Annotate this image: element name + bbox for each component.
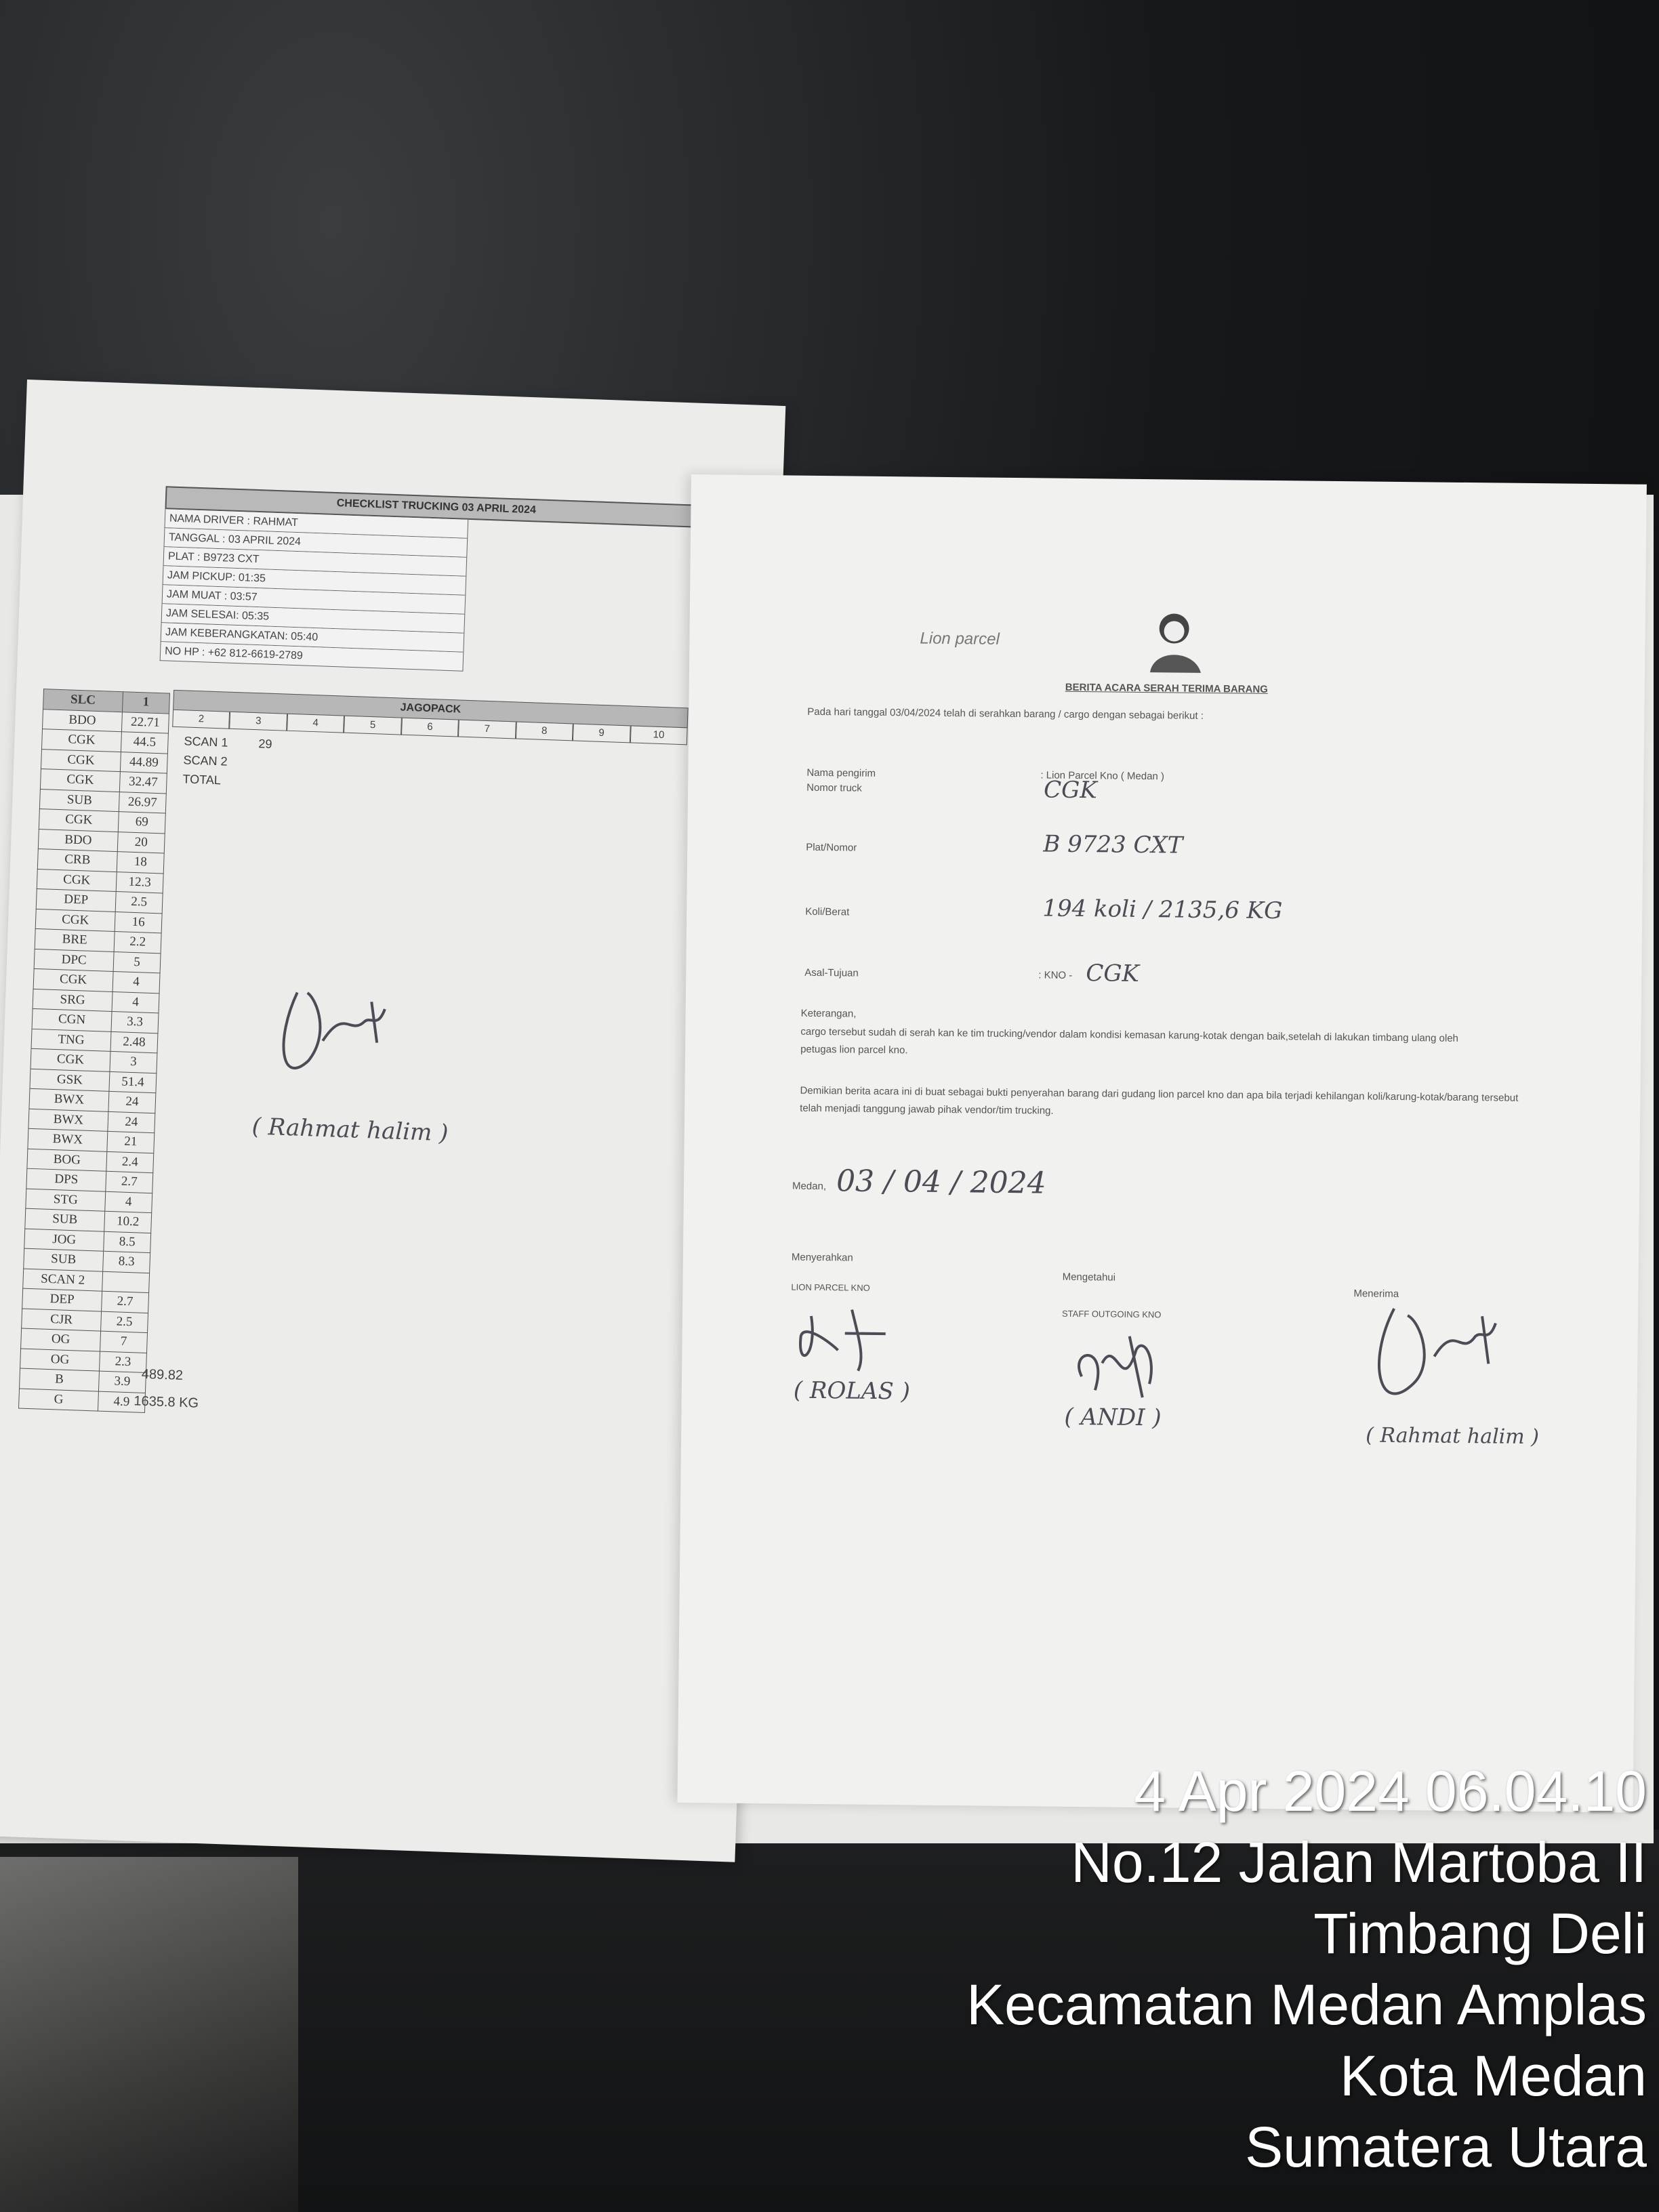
destination-code: BDO xyxy=(38,829,118,852)
document-title: BERITA ACARA SERAH TERIMA BARANG xyxy=(1065,681,1268,695)
jagopack-number: 6 xyxy=(401,718,459,737)
jagopack-number: 10 xyxy=(630,726,687,745)
destination-code: SCAN 2 xyxy=(23,1269,103,1292)
signer-name-rahmat: ( Rahmat halim ) xyxy=(1366,1423,1540,1450)
role-menerima: Menerima xyxy=(1353,1288,1399,1300)
weight-value: 10.2 xyxy=(104,1211,152,1233)
destination-code: BWX xyxy=(28,1109,108,1132)
driver-sign-name: ( Rahmat halim ) xyxy=(251,1113,449,1147)
stamp-area: Timbang Deli xyxy=(1313,1902,1647,1965)
jagopack-table xyxy=(172,690,688,745)
checklist-row: JAM PICKUP: 01:35 xyxy=(163,566,467,596)
weight-value: 8.5 xyxy=(104,1231,151,1253)
jagopack-number: 3 xyxy=(230,712,287,731)
total-sum: 489.82 xyxy=(141,1366,184,1383)
role-mengetahui: Mengetahui xyxy=(1062,1271,1116,1284)
stamp-street: No.12 Jalan Martoba II xyxy=(1071,1830,1647,1894)
jagopack-title: JAGOPACK xyxy=(173,690,689,729)
weight-value: 2.7 xyxy=(102,1291,149,1313)
checklist-row: JAM MUAT : 03:57 xyxy=(162,585,466,615)
weight-value: 2.48 xyxy=(110,1031,158,1053)
weight-value: 4 xyxy=(112,971,160,993)
stamp-datetime: 4 Apr 2024 06.04.10 xyxy=(1134,1759,1647,1823)
field-value-dest: CGK xyxy=(1086,960,1140,987)
weight-value: 4 xyxy=(112,991,159,1013)
field-label-asal: Asal-Tujuan xyxy=(804,966,859,979)
jagopack-number: 5 xyxy=(344,716,401,735)
weight-value: 26.97 xyxy=(119,792,166,813)
place-label: Medan, xyxy=(792,1180,827,1193)
weight-value: 2.7 xyxy=(106,1171,153,1193)
weight-value: 24 xyxy=(108,1111,155,1133)
destination-code: SUB xyxy=(39,789,119,812)
destination-code: CGK xyxy=(33,968,113,991)
destination-code: CJR xyxy=(22,1309,102,1332)
stamp-province: Sumatera Utara xyxy=(1245,2115,1647,2179)
jagopack-number: 9 xyxy=(573,724,630,743)
checklist-row: TANGGAL : 03 APRIL 2024 xyxy=(163,528,468,558)
table-row xyxy=(19,1389,146,1413)
scan1-value: 29 xyxy=(258,737,272,751)
destination-code: SRG xyxy=(33,989,112,1012)
scan1-label: SCAN 1 xyxy=(184,734,228,750)
org-lion-parcel: LION PARCEL KNO xyxy=(791,1282,870,1293)
destination-code: BOG xyxy=(27,1149,107,1172)
destination-code: OG xyxy=(21,1328,101,1351)
lion-parcel-logo: Lion parcel xyxy=(920,629,1000,649)
field-value-koli: 194 koli / 2135,6 KG xyxy=(1042,895,1283,925)
destination-code: CRB xyxy=(37,848,117,872)
destination-code: OG xyxy=(20,1349,100,1372)
weight-value: 44.89 xyxy=(120,752,167,773)
closing-text: Demikian berita acara ini di buat sebagai bukti penyerahan barang dari gudang lion parcel kno dan apa bila terjadi kehilangan koli/karung-kotak/barang tersebut telah menjadi tanggung jawab pihak vendor/tim trucking. xyxy=(800,1084,1519,1117)
checklist-row: PLAT : B9723 CXT xyxy=(163,547,468,577)
keterangan-text: cargo tersebut sudah di serah kan ke tim trucking/vendor dalam kondisi kemasan karung-kotak dengan baik,setelah di lakukan timbang ulang oleh petugas lion parcel kno. xyxy=(800,1025,1459,1057)
weight-value: 21 xyxy=(107,1131,155,1153)
destination-code: BWX xyxy=(29,1088,109,1111)
signer-name-rolas: ( ROLAS ) xyxy=(793,1376,911,1406)
checklist-row: JAM SELESAI: 05:35 xyxy=(161,604,466,634)
total-weight: 1635.8 KG xyxy=(134,1393,199,1411)
weight-value: 24 xyxy=(108,1091,156,1113)
destination-code: CGK xyxy=(41,729,121,752)
checklist-title: CHECKLIST TRUCKING 03 APRIL 2024 xyxy=(165,486,708,528)
header-slc: SLC xyxy=(43,689,123,712)
destination-code: DPS xyxy=(26,1168,106,1191)
destination-code: STG xyxy=(26,1189,106,1212)
signer-name-andi: ( ANDI ) xyxy=(1064,1403,1162,1432)
weight-value: 3.3 xyxy=(111,1011,159,1033)
jagopack-number: 8 xyxy=(516,722,573,741)
signature-andi xyxy=(1061,1322,1184,1412)
weight-value: 16 xyxy=(115,912,162,933)
weight-value: 5 xyxy=(113,951,161,973)
weight-value: 2.5 xyxy=(115,892,163,914)
weight-value: 51.4 xyxy=(109,1071,157,1093)
field-value-asal: : KNO - xyxy=(1038,969,1073,981)
weight-value: 69 xyxy=(118,812,165,834)
floor-patch xyxy=(0,1857,298,2212)
weight-value: 32.47 xyxy=(119,772,167,794)
weight-value xyxy=(102,1271,150,1293)
weight-value: 22.71 xyxy=(121,712,169,733)
header-col1: 1 xyxy=(122,692,169,714)
destination-code: BDO xyxy=(43,709,123,732)
weight-value: 2.2 xyxy=(114,932,161,954)
checklist-row: JAM KEBERANGKATAN: 05:40 xyxy=(161,623,465,653)
jagopack-number: 2 xyxy=(172,710,230,729)
destination-code: BWX xyxy=(28,1128,108,1151)
signature-rahmat xyxy=(1359,1294,1509,1418)
weight-value: 7 xyxy=(100,1331,148,1353)
stamp-district: Kecamatan Medan Amplas xyxy=(966,1973,1647,2036)
field-value-sender: : Lion Parcel Kno ( Medan ) xyxy=(1040,769,1165,783)
checklist-row: NAMA DRIVER : RAHMAT xyxy=(164,509,468,539)
weight-value: 2.3 xyxy=(100,1351,147,1373)
destination-code: BRE xyxy=(35,928,115,951)
driver-signature xyxy=(266,978,406,1105)
destination-code: SUB xyxy=(25,1208,105,1231)
field-label-truck: Nomor truck xyxy=(806,781,862,794)
destination-code: CGK xyxy=(40,769,120,792)
checklist-rows xyxy=(160,509,707,680)
destination-code: GSK xyxy=(30,1069,110,1092)
weight-value: 20 xyxy=(117,832,165,853)
org-staff-outgoing: STAFF OUTGOING KNO xyxy=(1061,1308,1162,1320)
weight-value: 8.3 xyxy=(103,1251,150,1273)
checklist-sheet xyxy=(0,380,785,1862)
intro-text: Pada hari tanggal 03/04/2024 telah di serahkan barang / cargo dengan sebagai berikut : xyxy=(807,705,1204,722)
field-value-plat: B 9723 CXT xyxy=(1043,830,1183,859)
jagopack-number: 7 xyxy=(458,720,516,739)
total-label: TOTAL xyxy=(182,772,222,787)
destination-code: DPC xyxy=(34,949,114,972)
destination-code: TNG xyxy=(31,1029,111,1052)
checklist-row: NO HP : +62 812-6619-2789 xyxy=(160,642,464,672)
berita-acara-sheet xyxy=(677,474,1646,1813)
destination-code: CGK xyxy=(41,749,121,772)
handwritten-date: 03 / 04 / 2024 xyxy=(836,1164,1046,1201)
field-value-truck: CGK xyxy=(1043,776,1097,804)
stamp-city: Kota Medan xyxy=(1340,2044,1647,2108)
destination-code: CGK xyxy=(39,809,119,832)
weight-value: 4.9 xyxy=(98,1391,145,1413)
weight-value: 3.9 xyxy=(98,1371,146,1393)
role-menyerahkan: Menyerahkan xyxy=(791,1251,853,1264)
destination-code: CGN xyxy=(32,1008,112,1031)
signature-rolas xyxy=(790,1296,899,1385)
destination-code: JOG xyxy=(24,1229,104,1252)
destination-code: CGK xyxy=(37,869,117,892)
weight-value: 18 xyxy=(117,852,164,874)
field-label-plat: Plat/Nomor xyxy=(806,841,857,854)
manifest-table xyxy=(18,689,170,1413)
destination-code: G xyxy=(19,1389,99,1412)
weight-value: 44.5 xyxy=(121,732,168,754)
destination-code: DEP xyxy=(22,1288,102,1311)
keterangan-label: Keterangan, xyxy=(800,1007,857,1020)
destination-code: CGK xyxy=(35,909,115,932)
checklist-header xyxy=(160,486,708,680)
mascot-icon xyxy=(1136,601,1218,676)
weight-value: 12.3 xyxy=(116,872,163,893)
destination-code: SUB xyxy=(24,1248,104,1271)
weight-value: 2.4 xyxy=(106,1151,154,1173)
destination-code: CGK xyxy=(30,1048,110,1071)
field-label-sender: Nama pengirim xyxy=(806,766,876,779)
destination-code: DEP xyxy=(36,888,116,912)
field-label-koli: Koli/Berat xyxy=(805,905,850,918)
weight-value: 3 xyxy=(110,1051,157,1073)
scan2-label: SCAN 2 xyxy=(183,753,228,769)
destination-code: B xyxy=(20,1368,100,1391)
jagopack-number: 4 xyxy=(287,714,344,733)
weight-value: 2.5 xyxy=(101,1311,148,1333)
weight-value: 4 xyxy=(105,1191,152,1213)
